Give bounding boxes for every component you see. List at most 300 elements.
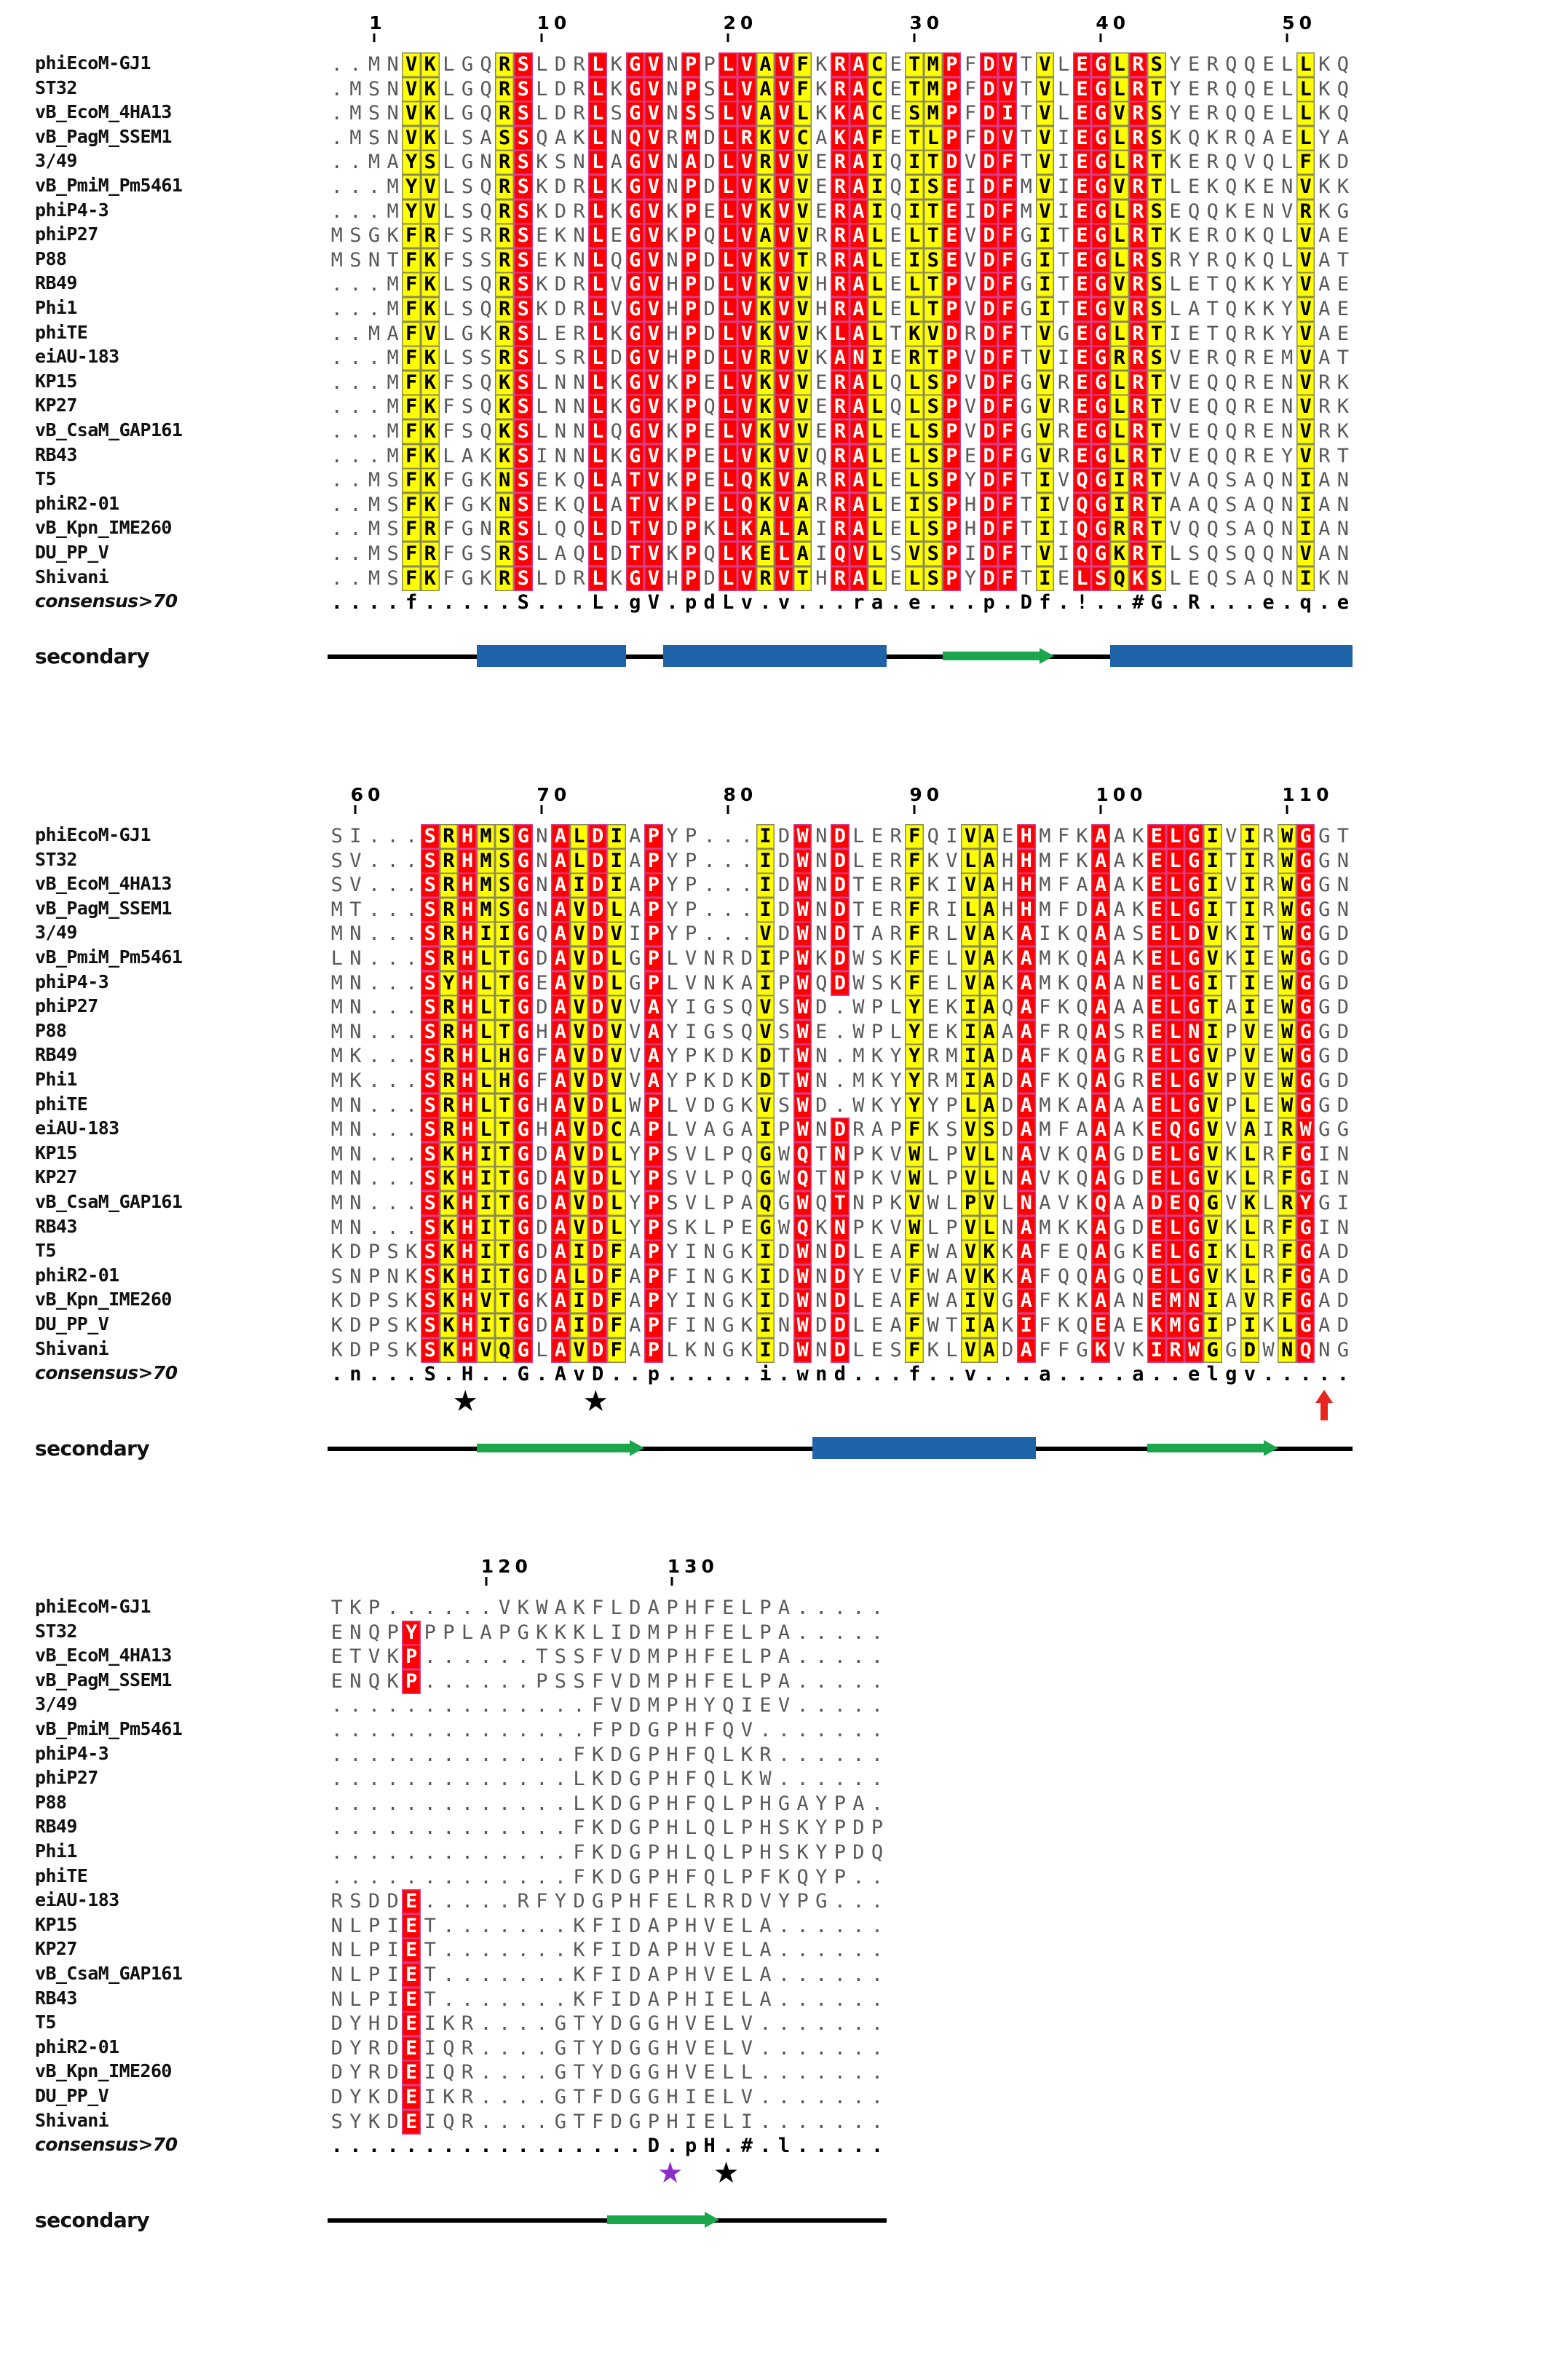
residue: L [868, 566, 887, 591]
residue: K [387, 1669, 399, 1693]
residue: N [480, 518, 492, 541]
residue: F [1278, 1289, 1296, 1313]
residue: A [480, 1621, 492, 1644]
residue: S [514, 419, 533, 444]
residue: D [1337, 922, 1349, 946]
residue: . [330, 420, 343, 443]
residue: F [905, 1265, 924, 1289]
sequence-label: vB_Kpn_IME260 [35, 517, 172, 539]
residue: F [684, 1768, 697, 1791]
residue: Y [905, 995, 924, 1020]
residue: K [610, 566, 622, 590]
sequence-row [328, 1988, 887, 2012]
residue: T [495, 1166, 514, 1191]
residue: V [1296, 395, 1315, 419]
residue: T [626, 542, 645, 566]
residue: . [554, 1792, 567, 1815]
sequence-row [328, 1621, 887, 1645]
residue: . [480, 2086, 492, 2108]
residue: F [703, 1621, 716, 1644]
ruler-cell [1184, 786, 1203, 815]
residue: . [349, 1719, 362, 1741]
sequence-label: Phi1 [35, 1069, 77, 1090]
residue: . [405, 825, 418, 847]
residue: H [458, 1069, 477, 1094]
residue: . [330, 77, 343, 100]
residue: A [1113, 1289, 1125, 1313]
residue: L [1169, 298, 1181, 320]
sequence-row [328, 1669, 887, 1694]
residue: W [759, 1768, 772, 1791]
ruler-tick [812, 804, 831, 815]
residue: L [684, 1890, 697, 1913]
residue: L [722, 2061, 734, 2084]
residue: . [443, 1890, 455, 1913]
residue: S [1147, 101, 1166, 126]
residue: H [666, 322, 678, 345]
residue: A [461, 444, 474, 467]
consensus-residue: . [443, 591, 455, 614]
residue: . [536, 1964, 548, 1986]
residue: . [852, 1768, 865, 1791]
residue: A [1091, 1142, 1110, 1167]
ruler-tick [477, 32, 496, 44]
residue: W [793, 873, 812, 898]
ruler-tick [775, 32, 793, 44]
residue: L [1280, 151, 1294, 174]
residue: L [722, 1865, 734, 1889]
residue: G [629, 2036, 641, 2060]
sequence-label: vB_PagM_SSEM1 [35, 125, 172, 147]
black-star-marker: ★ [713, 2156, 740, 2190]
residue: L [722, 1743, 734, 1766]
residue: A [1091, 1094, 1110, 1118]
sequence-label: vB_PagM_SSEM1 [35, 1669, 172, 1690]
residue: K [1002, 971, 1014, 994]
residue: G [1184, 995, 1203, 1020]
residue: . [349, 175, 362, 198]
residue: A [1187, 469, 1200, 492]
residue: L [740, 1988, 753, 2011]
residue: F [998, 493, 1017, 518]
residue: P [644, 1142, 663, 1167]
residue: A [1318, 1241, 1331, 1264]
residue: H [666, 347, 678, 370]
residue: V [644, 248, 663, 273]
residue: F [905, 1289, 924, 1313]
residue: . [480, 1865, 492, 1889]
ruler-tick [1017, 804, 1036, 815]
residue: D [1132, 1216, 1144, 1239]
residue: L [1110, 395, 1129, 419]
residue: A [551, 1240, 570, 1265]
residue: Q [1166, 1118, 1185, 1142]
residue: P [759, 1621, 772, 1644]
residue: A [740, 1192, 753, 1214]
residue: A [387, 322, 399, 345]
residue: A [740, 971, 753, 994]
residue: H [1002, 898, 1014, 921]
residue: D [387, 2086, 399, 2108]
residue: R [722, 1890, 734, 1913]
residue: K [871, 1167, 884, 1190]
residue: . [871, 1719, 884, 1741]
consensus-residue: l [1206, 1363, 1219, 1386]
residue: E [1147, 995, 1166, 1020]
residue: E [402, 2110, 421, 2135]
residue: E [890, 77, 902, 100]
ruler-tick [1017, 32, 1036, 44]
residue: . [536, 1841, 548, 1864]
consensus-residue: . [330, 1363, 343, 1386]
residue: K [573, 1939, 585, 1962]
consensus-residue: . [573, 2135, 585, 2158]
residue: . [349, 298, 362, 320]
residue: M [349, 77, 362, 100]
residue: K [440, 1166, 459, 1191]
residue: R [573, 175, 585, 198]
residue: G [626, 77, 645, 102]
residue: S [461, 371, 474, 394]
residue: Y [905, 1044, 924, 1069]
residue: D [610, 2110, 622, 2133]
residue: V [905, 542, 924, 566]
residue: V [1225, 825, 1238, 847]
ruler-number [402, 1558, 421, 1575]
residue: I [1240, 971, 1259, 996]
residue: A [1318, 322, 1331, 345]
residue: V [1296, 419, 1315, 444]
residue: T [815, 1167, 828, 1190]
residue: A [980, 946, 999, 971]
ruler-number [1259, 15, 1278, 32]
residue: S [924, 468, 943, 493]
secondary-structure-track [328, 640, 1353, 672]
residue: N [387, 77, 399, 100]
residue: E [927, 1020, 939, 1043]
residue: . [368, 1167, 381, 1190]
residue: S [924, 542, 943, 566]
residue: . [349, 1768, 362, 1791]
ruler-tick [644, 1575, 663, 1587]
residue: A [703, 1118, 716, 1142]
residue: K [421, 566, 440, 591]
residue: W [852, 1020, 865, 1043]
residue: I [610, 1914, 622, 1937]
residue: G [514, 1142, 533, 1167]
residue: . [387, 971, 399, 994]
residue: Q [1262, 151, 1275, 174]
residue: D [1184, 922, 1203, 946]
residue: H [684, 1597, 697, 1619]
residue: M [387, 347, 399, 370]
residue: . [349, 1743, 362, 1766]
residue: W [793, 995, 812, 1020]
residue: D [831, 824, 850, 849]
residue: Y [402, 1621, 421, 1645]
residue: E [756, 542, 775, 566]
residue: I [570, 873, 589, 898]
residue: K [740, 1265, 753, 1288]
residue: M [1039, 971, 1051, 994]
residue: L [722, 1816, 734, 1840]
residue: T [1147, 150, 1166, 175]
ruler-tick [663, 32, 682, 44]
consensus-residue: . [1299, 1363, 1312, 1386]
residue: V [610, 1694, 622, 1717]
residue: S [461, 126, 474, 149]
column-ruler [328, 786, 1353, 820]
sequence-row [328, 297, 1353, 322]
residue: K [722, 971, 734, 994]
ruler-tick [1240, 804, 1259, 815]
residue: Y [591, 2012, 604, 2036]
residue: F [591, 1645, 604, 1669]
residue: K [1132, 1241, 1144, 1264]
residue: I [610, 1964, 622, 1986]
residue: . [499, 1988, 511, 2011]
consensus-residue: . [461, 591, 474, 614]
consensus-residue: . [536, 1363, 548, 1386]
ruler-number [421, 1558, 440, 1575]
residue: L [666, 947, 678, 970]
residue: . [834, 1964, 846, 1986]
residue: I [1318, 1142, 1331, 1166]
residue: . [387, 874, 399, 897]
residue: Q [796, 1865, 809, 1889]
residue: E [1187, 102, 1200, 125]
residue: R [831, 248, 850, 273]
residue: H [458, 1020, 477, 1045]
residue: P [871, 996, 884, 1019]
residue: R [495, 542, 514, 566]
residue: F [1278, 1240, 1296, 1265]
residue: . [536, 1988, 548, 2011]
residue: H [666, 2012, 678, 2036]
residue: M [387, 199, 399, 223]
residue: . [815, 1743, 828, 1766]
residue: K [405, 1338, 418, 1361]
residue: G [626, 150, 645, 175]
residue: S [703, 102, 716, 125]
ruler-tick [328, 804, 347, 815]
residue: T [924, 346, 943, 371]
ruler-number [588, 786, 607, 804]
residue: T [1020, 53, 1032, 76]
residue: N [703, 1241, 716, 1264]
residue: L [443, 347, 455, 370]
residue: S [421, 1094, 440, 1118]
residue: P [666, 1939, 678, 1962]
residue: K [480, 493, 492, 516]
ruler-cell [1073, 786, 1092, 815]
residue: E [1002, 825, 1014, 847]
residue: G [514, 1338, 533, 1363]
residue: . [573, 1719, 585, 1741]
residue: D [831, 1289, 850, 1313]
residue: V [1036, 444, 1055, 469]
residue: K [368, 2110, 381, 2133]
residue: S [514, 542, 533, 566]
consensus-residue: . [1280, 1363, 1294, 1386]
residue: R [831, 297, 850, 322]
residue: Q [1206, 566, 1219, 590]
residue: . [499, 1939, 511, 1962]
alpha-helix [663, 645, 887, 667]
residue: G [1091, 126, 1110, 151]
residue: A [551, 898, 570, 922]
consensus-residue: g [629, 591, 641, 614]
residue: . [387, 1792, 399, 1815]
residue: K [591, 1865, 604, 1889]
residue: . [777, 2061, 791, 2084]
residue: M [946, 1069, 958, 1092]
residue: K [1132, 874, 1144, 897]
sequence-row [328, 77, 1353, 102]
residue: P [943, 101, 962, 126]
residue: S [495, 873, 514, 898]
residue: K [610, 395, 622, 419]
residue: . [852, 2036, 865, 2060]
residue: A [1318, 1265, 1331, 1288]
residue: S [368, 126, 381, 149]
residue: Q [703, 1841, 716, 1864]
residue: R [1129, 297, 1148, 322]
residue: V [793, 175, 812, 199]
ruler-tick [347, 32, 365, 44]
residue: . [740, 874, 753, 897]
sequence-row [328, 1069, 1353, 1094]
residue: A [850, 52, 868, 77]
residue: S [890, 1338, 902, 1361]
residue: K [756, 493, 775, 518]
residue: L [1169, 566, 1181, 590]
residue: F [793, 52, 812, 77]
residue: A [1187, 493, 1200, 516]
ruler-tick [1091, 804, 1110, 815]
sequence-row [328, 849, 1353, 874]
residue: Q [480, 371, 492, 394]
residue: D [536, 1265, 548, 1288]
residue: F [703, 1597, 716, 1619]
residue: Q [1206, 518, 1219, 541]
residue: E [964, 444, 977, 467]
sequence-row [328, 1191, 1353, 1216]
residue: F [998, 371, 1017, 395]
residue: A [980, 1020, 999, 1045]
residue: . [330, 1816, 343, 1840]
residue: R [573, 322, 585, 345]
consensus-residue: . [1095, 591, 1107, 614]
residue: S [1225, 493, 1238, 516]
residue: . [461, 1890, 474, 1913]
residue: I [1318, 1167, 1331, 1190]
residue: P [943, 52, 962, 77]
consensus-residue: . [815, 2135, 828, 2158]
ruler-cell [421, 15, 440, 44]
residue: A [647, 1939, 660, 1962]
residue: N [1280, 566, 1294, 590]
residue: R [927, 1069, 939, 1092]
residue: K [554, 1621, 567, 1644]
residue: A [980, 995, 999, 1020]
residue: K [405, 1314, 418, 1337]
residue: L [852, 1314, 865, 1337]
ruler-cell [1129, 15, 1148, 44]
residue: A [1113, 947, 1125, 970]
residue: I [756, 898, 775, 922]
residue: V [644, 493, 663, 518]
residue: E [610, 224, 622, 248]
ruler-cell [681, 786, 700, 815]
residue: L [1166, 1044, 1185, 1069]
residue: V [961, 1166, 980, 1191]
residue: D [588, 873, 607, 898]
residue: Q [1076, 996, 1088, 1019]
residue: E [402, 2060, 421, 2085]
ruler-cell [533, 1558, 552, 1587]
residue: R [1206, 224, 1219, 248]
residue: K [440, 1313, 459, 1338]
residue: K [1240, 1191, 1259, 1216]
residue: F [1057, 1338, 1070, 1361]
ruler-number [737, 15, 756, 32]
sequence-label: ST32 [35, 848, 77, 870]
ruler-tick [1166, 32, 1185, 44]
residue: D [536, 1167, 548, 1190]
residue: A [946, 1289, 958, 1313]
residue: A [890, 1314, 902, 1337]
residue: . [777, 1768, 791, 1791]
residue: R [573, 53, 585, 76]
ruler-cell [718, 784, 758, 815]
residue: . [480, 1964, 492, 1986]
ruler-number [1036, 15, 1055, 32]
residue: A [1091, 1069, 1110, 1094]
residue: E [1262, 175, 1275, 198]
residue: K [1057, 1094, 1070, 1117]
residue: D [573, 1890, 585, 1913]
residue: A [1132, 1094, 1144, 1117]
ruler-tick [850, 32, 868, 44]
residue: H [458, 995, 477, 1020]
consensus-residue: v [777, 591, 791, 614]
residue: G [647, 2061, 660, 2084]
residue: S [514, 346, 533, 371]
residue: . [852, 2012, 865, 2036]
residue: E [890, 347, 902, 370]
residue: T [1203, 995, 1222, 1020]
ruler-number [644, 786, 663, 804]
residue: N [554, 444, 567, 467]
ruler-cell [1203, 15, 1222, 44]
residue: L [1110, 419, 1129, 444]
residue: S [330, 2110, 343, 2133]
residue: V [793, 444, 812, 469]
residue: G [1057, 322, 1070, 345]
residue: F [402, 248, 421, 273]
sequence-label: KP27 [35, 1938, 77, 1960]
ruler-number [943, 786, 962, 804]
ruler-number [868, 15, 887, 32]
residue: Q [1076, 1167, 1088, 1190]
residue: G [1184, 873, 1203, 898]
residue: L [1240, 1166, 1259, 1191]
residue: E [1073, 199, 1092, 224]
residue: N [1337, 1167, 1349, 1190]
residue: Q [1262, 518, 1275, 541]
residue: . [480, 2061, 492, 2084]
